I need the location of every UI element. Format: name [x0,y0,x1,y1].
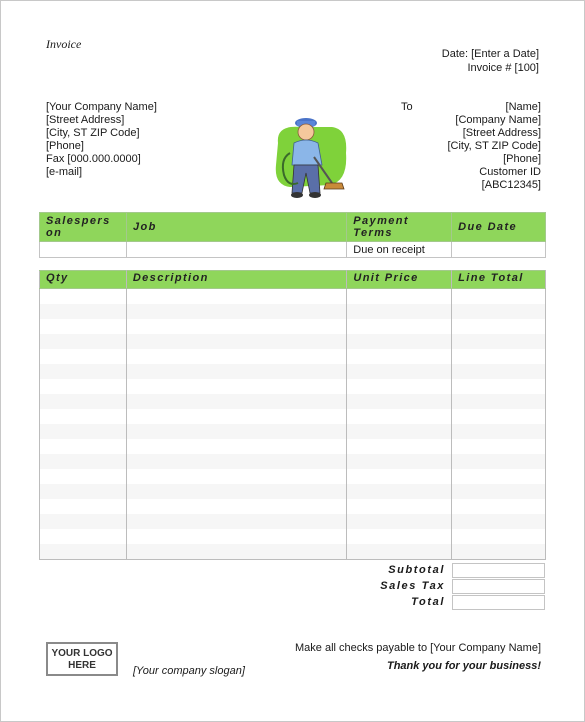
item-cell[interactable] [452,394,546,409]
item-cell[interactable] [452,454,546,469]
item-cell[interactable] [40,364,127,379]
col-payment-terms: Payment Terms [347,213,452,242]
item-cell[interactable] [40,304,127,319]
table-row [40,514,546,529]
item-cell[interactable] [40,424,127,439]
item-cell[interactable] [126,544,347,560]
col-description: Description [126,271,347,289]
customer-id-value: [ABC12345] [481,179,541,191]
item-cell[interactable] [126,349,347,364]
item-cell[interactable] [40,379,127,394]
item-cell[interactable] [40,529,127,544]
customer-address [447,101,541,192]
table-row [40,364,546,379]
table-row [40,289,546,305]
cleaner-with-vacuum-icon [270,113,350,203]
table-row [40,469,546,484]
item-cell[interactable] [126,499,347,514]
item-cell[interactable] [347,454,452,469]
item-cell[interactable] [347,394,452,409]
item-cell[interactable] [347,289,452,305]
item-cell[interactable] [40,319,127,334]
item-cell[interactable] [40,394,127,409]
item-rows [40,289,546,560]
item-cell[interactable] [347,424,452,439]
table-row [40,424,546,439]
subtotal-value[interactable] [452,563,545,578]
table-row [40,454,546,469]
item-cell[interactable] [452,379,546,394]
item-cell[interactable] [126,379,347,394]
item-cell[interactable] [452,289,546,305]
company-fax: Fax [000.000.0000] [46,153,141,165]
col-qty: Qty [40,271,127,289]
item-cell[interactable] [126,409,347,424]
payment-terms-cell[interactable]: Due on receipt [347,242,452,258]
item-cell[interactable] [347,514,452,529]
customer-id-label: Customer ID [479,166,541,178]
total-value[interactable] [452,595,545,610]
item-cell[interactable] [347,484,452,499]
item-cell[interactable] [126,454,347,469]
item-cell[interactable] [347,439,452,454]
customer-company: [Company Name] [455,114,541,126]
item-cell[interactable] [452,349,546,364]
item-cell[interactable] [452,424,546,439]
table-row [40,334,546,349]
item-cell[interactable] [40,469,127,484]
item-cell[interactable] [347,499,452,514]
item-cell[interactable] [347,529,452,544]
table-row [40,304,546,319]
item-cell[interactable] [40,544,127,560]
item-cell[interactable] [452,499,546,514]
company-name: [Your Company Name] [46,101,157,113]
item-cell[interactable] [40,514,127,529]
subtotal-label: Subtotal [388,564,445,576]
item-cell[interactable] [126,514,347,529]
item-cell[interactable] [347,349,452,364]
item-cell[interactable] [126,529,347,544]
item-cell[interactable] [40,499,127,514]
table-row [40,439,546,454]
salesperson-cell[interactable] [40,242,127,258]
item-cell[interactable] [452,409,546,424]
item-cell[interactable] [40,439,127,454]
item-cell[interactable] [126,304,347,319]
document-title: Invoice [46,37,82,51]
job-table [39,212,546,258]
table-row [40,544,546,560]
item-cell[interactable] [126,394,347,409]
item-cell[interactable] [126,319,347,334]
company-phone: [Phone] [46,140,84,152]
company-street: [Street Address] [46,114,125,126]
table-row [40,319,546,334]
table-row [40,379,546,394]
thank-you-note: Thank you for your business! [386,660,541,672]
item-cell[interactable] [452,439,546,454]
item-cell[interactable] [452,484,546,499]
table-row [40,499,546,514]
invoice-date: Date: [Enter a Date] [441,48,539,60]
item-cell[interactable] [126,439,347,454]
total-label: Total [411,596,445,608]
item-cell[interactable] [347,409,452,424]
customer-city: [City, ST ZIP Code] [447,140,541,152]
item-cell[interactable] [126,424,347,439]
col-due-date: Due Date [452,213,546,242]
invoice-meta [442,48,539,75]
item-cell[interactable] [40,484,127,499]
item-cell[interactable] [347,364,452,379]
item-cell[interactable] [126,364,347,379]
item-cell[interactable] [452,304,546,319]
payable-note: Make all checks payable to [Your Company Name] [295,642,541,654]
item-cell[interactable] [40,454,127,469]
items-table [39,270,546,560]
item-cell[interactable] [452,529,546,544]
item-cell[interactable] [40,334,127,349]
to-label: To [401,101,413,113]
item-cell[interactable] [40,289,127,305]
company-city: [City, ST ZIP Code] [46,127,140,139]
item-cell[interactable] [452,319,546,334]
table-row [40,394,546,409]
item-cell[interactable] [347,544,452,560]
item-cell[interactable] [452,514,546,529]
item-cell[interactable] [347,334,452,349]
item-cell[interactable] [126,484,347,499]
company-address [46,101,157,179]
col-job: Job [126,213,346,242]
company-slogan: [Your company slogan] [133,665,245,677]
customer-street: [Street Address] [462,127,541,139]
table-row [40,529,546,544]
customer-name: [Name] [505,101,541,113]
item-cell[interactable] [126,289,347,305]
due-date-cell[interactable] [452,242,546,258]
item-cell[interactable] [40,349,127,364]
job-cell[interactable] [126,242,346,258]
item-cell[interactable] [347,379,452,394]
table-row [40,484,546,499]
item-cell[interactable] [452,469,546,484]
item-cell[interactable] [347,469,452,484]
table-row [40,409,546,424]
item-cell[interactable] [126,334,347,349]
item-cell[interactable] [347,304,452,319]
table-row [40,349,546,364]
item-cell[interactable] [126,469,347,484]
item-cell[interactable] [347,319,452,334]
logo-placeholder: YOUR LOGO HERE [46,642,118,676]
col-line-total: Line Total [452,271,546,289]
customer-phone: [Phone] [503,153,541,165]
item-cell[interactable] [40,409,127,424]
invoice-number: Invoice # [100] [467,62,539,74]
item-cell[interactable] [452,364,546,379]
sales-tax-value[interactable] [452,579,545,594]
company-email: [e-mail] [46,166,83,178]
sales-tax-label: Sales Tax [380,580,445,592]
item-cell[interactable] [452,334,546,349]
item-cell[interactable] [452,544,546,560]
col-unit-price: Unit Price [347,271,452,289]
col-salesperson: Salespers on [40,213,127,242]
